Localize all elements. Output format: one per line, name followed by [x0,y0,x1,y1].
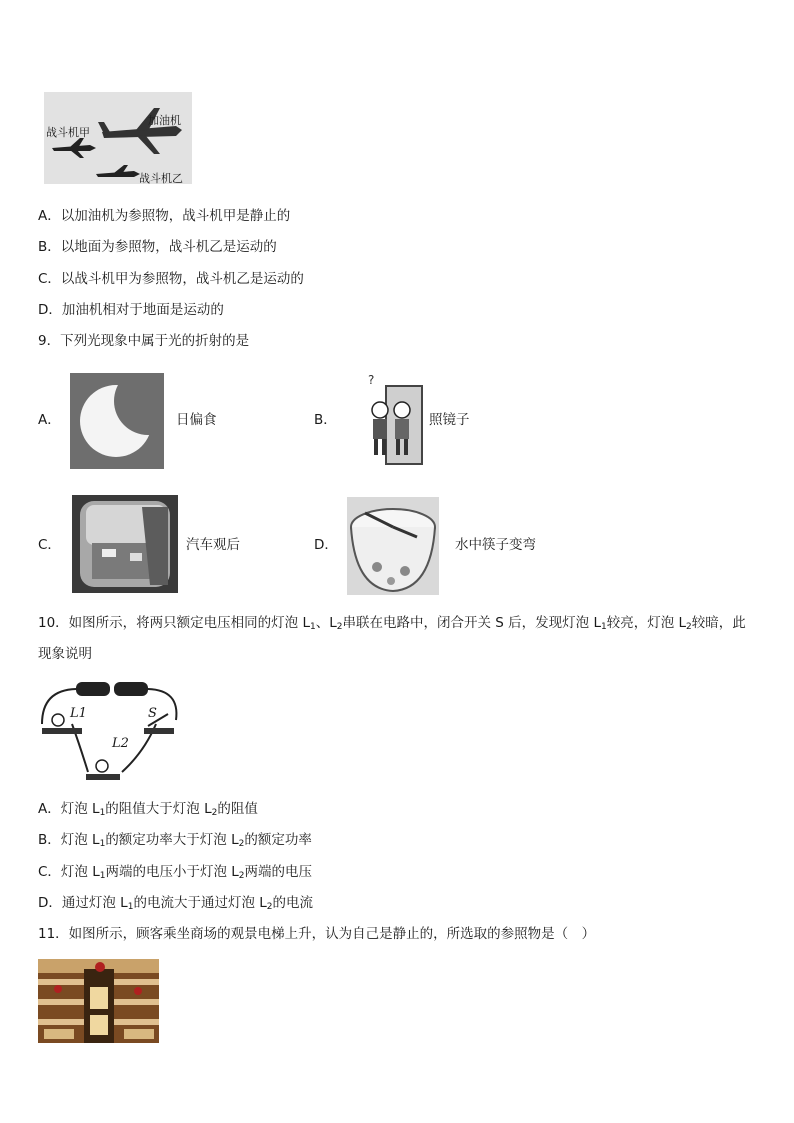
rearview-mirror-image [72,495,178,593]
label-s: S [148,706,157,721]
q9-option-d-caption: 水中筷子变弯 [455,537,536,553]
bulb-l2-icon [86,760,120,780]
q10-option-a: A．灯泡 $L_1$的阻值大于灯泡 $L_2$的阻值 [38,801,258,818]
q10-option-b: B．灯泡 $L_1$的额定功率大于灯泡 $L_2$的额定功率 [38,832,312,849]
sightseeing-elevator-image [38,959,159,1043]
battery-icon [76,682,148,696]
q9-option-d-letter: D． [314,537,338,553]
q10-stem-line2: 现象说明 [38,646,92,662]
refueling-figure [44,92,192,184]
label-l1: L1 [70,706,87,721]
q9-option-b-letter: B． [314,412,337,428]
q9-option-c-caption: 汽车观后 [186,537,240,553]
chopsticks-in-water-image [347,497,439,595]
q9-option-c-letter: C． [38,537,61,553]
q9-option-a-letter: A． [38,412,61,428]
q11-stem: 11．如图所示，顾客乘坐商场的观景电梯上升，认为自己是静止的，所选取的参照物是（ ） [38,926,596,942]
q8-option-d: D．加油机相对于地面是运动的 [38,302,224,318]
q9-stem: 9．下列光现象中属于光的折射的是 [38,333,250,349]
q9-option-b-caption: 照镜子 [429,412,470,428]
series-circuit-figure [36,676,182,784]
label-l2: L2 [112,736,129,751]
q8-option-c: C．以战斗机甲为参照物，战斗机乙是运动的 [38,271,304,287]
q8-option-b: B．以地面为参照物，战斗机乙是运动的 [38,239,277,255]
q10-option-d: D．通过灯泡 $L_1$的电流大于通过灯泡 $L_2$的电流 [38,895,313,912]
fighter-a-label: 战斗机甲 [46,126,90,139]
partial-eclipse-image [70,373,164,469]
tanker-label: 加油机 [148,114,181,127]
fighter-b-label: 战斗机乙 [139,172,183,184]
q10-stem-line1: 10．如图所示，将两只额定电压相同的灯泡 $L_1$、$L_2$串联在电路中，闭合开关 S 后，发现灯泡 $L_1$较亮，灯泡 $L_2$较暗，此 [38,615,746,632]
q8-option-a: A．以加油机为参照物，战斗机甲是静止的 [38,208,291,224]
svg-text:?: ? [368,373,375,387]
q9-option-a-caption: 日偏食 [176,412,217,428]
q10-option-c: C．灯泡 $L_1$两端的电压小于灯泡 $L_2$两端的电压 [38,864,313,881]
mirror-image [360,372,424,466]
